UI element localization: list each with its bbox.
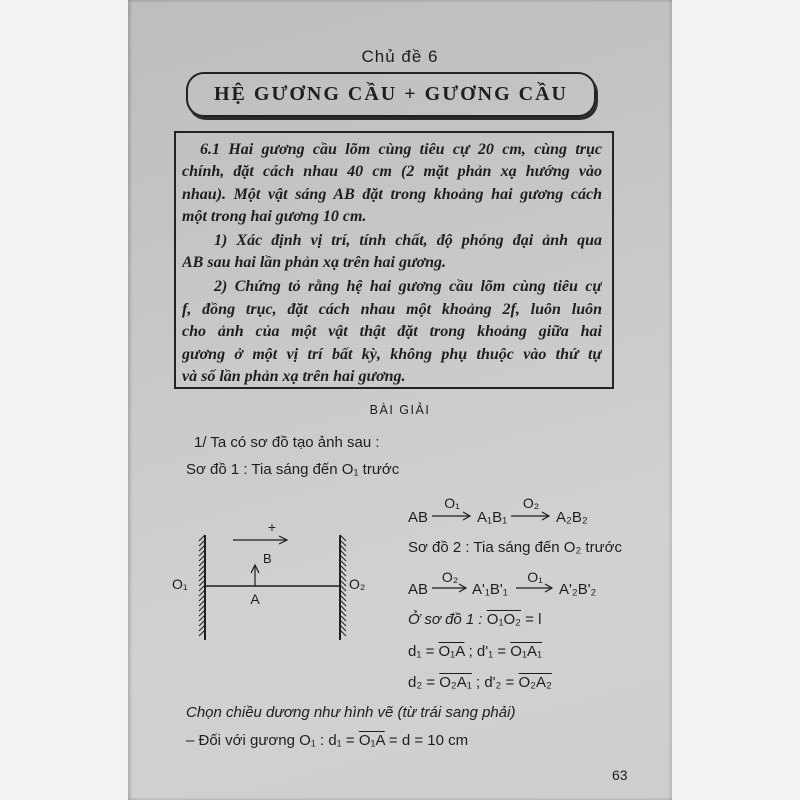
object-base-label: A: [250, 591, 260, 607]
scheme-mirror-label: O₁: [527, 569, 543, 585]
mirror1-segment: O₁A: [358, 732, 385, 749]
d2-lhs: d₂ =: [408, 674, 436, 691]
scheme-mirror-label: O₂: [441, 569, 459, 585]
reflection-arrow: [516, 583, 554, 593]
d1-prime-lhs: ; d'₁ =: [468, 643, 507, 660]
image-scheme-1: [408, 495, 618, 529]
image-scheme-2: [408, 567, 618, 601]
solution-intro: 1/ Ta có sơ đồ tạo ảnh sau :: [194, 434, 380, 451]
reflection-arrow: [432, 583, 468, 593]
d1-lhs: d₁ =: [408, 643, 435, 660]
two-mirror-diagram: [160, 505, 380, 650]
scheme-first-image: A'₁B'₁: [472, 581, 508, 598]
problem-box: [174, 131, 614, 389]
solution-heading: BÀI GIẢI: [369, 403, 431, 417]
problem-line: f, đồng trục, đặt cách nhau một khoảng 2f, luôn luôn: [182, 300, 602, 318]
scheme-final-image: A'₂B'₂: [559, 581, 597, 598]
problem-line: AB sau hai lần phản xạ trên hai gương.: [182, 254, 447, 272]
d2-segment: O₂A₁: [439, 674, 472, 691]
problem-line: một trong hai gương 10 cm.: [182, 208, 367, 226]
reflection-arrow: [432, 511, 472, 521]
problem-line: 6.1 Hai gương cầu lõm cùng tiêu cự 20 cm, cùng trục: [200, 141, 602, 158]
scheme-final-image: A₂B₂: [556, 509, 588, 526]
scheme-object: AB: [408, 581, 429, 598]
problem-line: cho ảnh của một vật thật đặt trong khoảng giữa hai: [182, 323, 602, 341]
page-number: 63: [612, 767, 628, 783]
topic-label: Chủ đề 6: [361, 47, 439, 66]
d1-segment: O₁A: [438, 643, 465, 660]
problem-line: nhau). Một vật sáng AB đặt trong khoảng hai gương cách: [182, 185, 602, 203]
mirror-distance-line: [408, 611, 541, 629]
d2-prime-lhs: ; d'₂ =: [476, 674, 515, 691]
scheme2-title: Sơ đồ 2 : Tia sáng đến O₂ trước: [408, 539, 622, 556]
problem-line: và số lần phản xạ trên hai gương.: [182, 367, 406, 385]
mirror1-lhs: – Đối với gương O₁ : d₁ =: [186, 732, 355, 749]
positive-direction-note: Chọn chiều dương như hình vẽ (từ trái sang phải): [186, 704, 516, 721]
d1-prime-segment: O₁A₁: [510, 643, 543, 660]
object-top-label: B: [263, 551, 272, 566]
chapter-title: HỆ GƯƠNG CẦU + GƯƠNG CẦU: [213, 83, 568, 105]
distance-segment: O₁O₂: [486, 611, 521, 628]
reflection-arrow: [511, 511, 551, 521]
positive-sign: +: [267, 519, 277, 535]
scheme-first-image: A₁B₁: [477, 509, 508, 526]
problem-line: chính, đặt cách nhau 40 cm (2 mặt phản xạ hướng vào: [182, 163, 602, 181]
scheme-object: AB: [408, 509, 429, 526]
mirror-o1-label: O₁: [172, 576, 188, 592]
mirror1-rhs: = d = 10 cm: [388, 732, 469, 749]
scheme-mirror-label: O₂: [522, 495, 540, 511]
d1-definition-line: [408, 643, 542, 661]
scheme1-title: Sơ đồ 1 : Tia sáng đến O₁ trước: [186, 461, 400, 478]
mirror1-object-distance: [186, 732, 468, 750]
problem-line: 2) Chứng tỏ rằng hệ hai gương cầu lõm cùng tiêu cự: [214, 278, 602, 296]
scheme-mirror-label: O₁: [444, 495, 460, 511]
d2-definition-line: [408, 674, 552, 692]
distance-label: Ở sơ đồ 1 :: [408, 611, 483, 628]
book-page: [128, 0, 672, 800]
distance-value: = l: [525, 611, 542, 628]
problem-line: 1) Xác định vị trí, tính chất, độ phóng đại ảnh qua: [214, 232, 602, 250]
d2-prime-segment: O₂A₂: [518, 674, 552, 691]
chapter-title-box: [186, 72, 596, 117]
problem-line: gương ở một vị trí bất kỳ, không phụ thuộc vào thứ tự: [182, 345, 602, 363]
mirror-o2-label: O₂: [349, 576, 366, 592]
